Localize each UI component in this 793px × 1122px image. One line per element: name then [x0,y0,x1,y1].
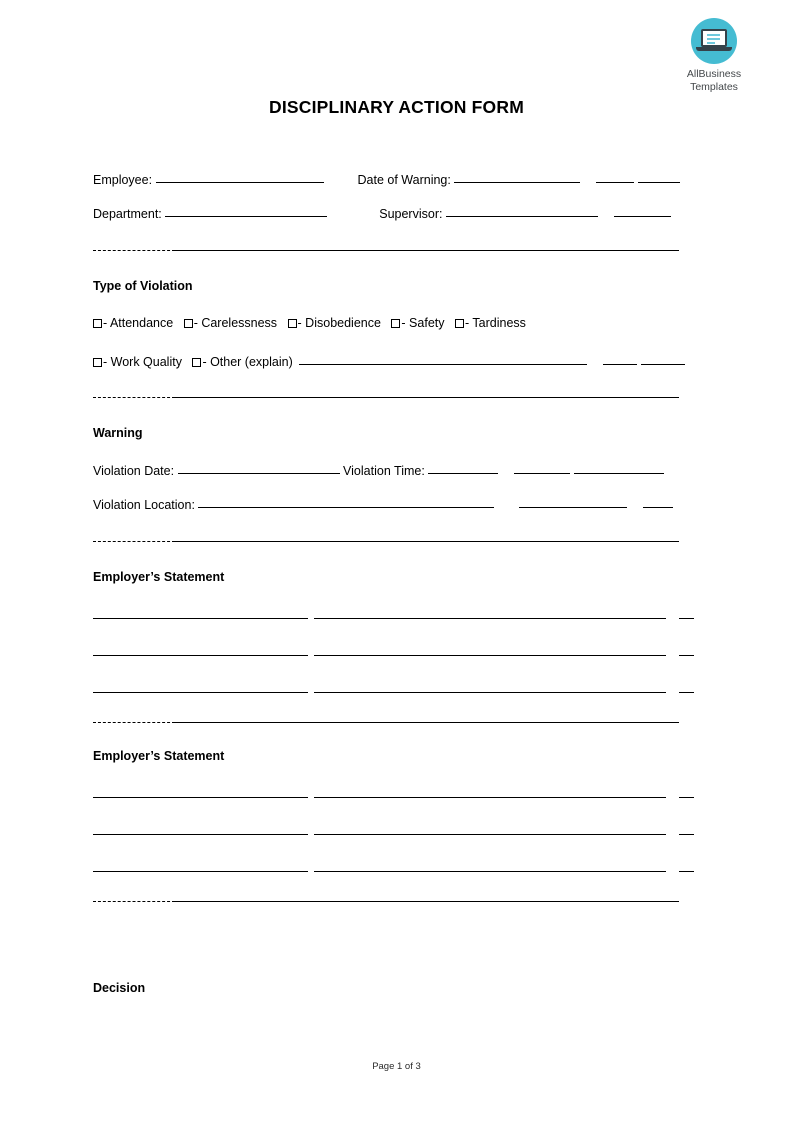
warning-heading: Warning [93,426,143,440]
date-of-warning-extra-line-2[interactable] [638,171,680,183]
statement2-line2-long[interactable] [314,832,666,835]
checkbox-item-tardiness[interactable] [455,315,526,331]
checkbox-icon[interactable] [93,319,102,328]
checkbox-label-safety: - Safety [401,316,445,330]
statement1-line3-short[interactable] [93,690,308,693]
decision-heading: Decision [93,981,146,995]
statement1-line2-short[interactable] [93,653,308,656]
checkbox-item-safety[interactable] [391,315,444,331]
divider-dashed-part [93,722,175,723]
statement2-line2-stub[interactable] [679,832,694,835]
employee-label: Employee: [93,173,153,187]
checkbox-label-disobedience: - Disobedience [297,316,381,330]
divider-solid-part [173,722,679,723]
section-divider-2 [93,397,679,400]
statement1-line2-stub[interactable] [679,653,694,656]
checkbox-label-tardiness: - Tardiness [464,316,526,330]
employers-statement-heading-1: Employer’s Statement [93,570,225,584]
other-extra-line-1[interactable] [603,353,637,365]
employee-row [93,171,680,188]
statement2-line1-short[interactable] [93,795,308,798]
section-divider-4 [93,722,679,725]
statement1-line1-stub[interactable] [679,616,694,619]
date-of-warning-field-line[interactable] [454,171,580,183]
department-label: Department: [93,207,162,221]
laptop-screen-line-2 [707,38,720,40]
department-row [93,205,671,222]
laptop-icon [691,18,737,64]
checkbox-item-work-quality[interactable] [93,354,182,370]
checkbox-item-carelessness[interactable] [184,315,277,331]
logo-text-line-2: Templates [690,80,738,93]
checkbox-label-other: - Other (explain) [202,355,293,369]
laptop-screen-line-1 [707,34,720,36]
laptop-screen-line-3 [707,42,715,44]
type-of-violation-heading: Type of Violation [93,279,193,293]
supervisor-extra-line[interactable] [614,205,671,217]
checkbox-item-attendance[interactable] [93,315,173,331]
supervisor-field-line[interactable] [446,205,598,217]
statement2-line3-long[interactable] [314,869,666,872]
statement2-line2-short[interactable] [93,832,308,835]
violation-date-label: Violation Date: [93,464,175,478]
statement1-line2-long[interactable] [314,653,666,656]
violation-location-extra-line-2[interactable] [643,496,673,508]
department-field-line[interactable] [165,205,327,217]
page-footer: Page 1 of 3 [372,1061,421,1072]
checkbox-item-disobedience[interactable] [288,315,381,331]
employee-field-line[interactable] [156,171,324,183]
statement2-line3-short[interactable] [93,869,308,872]
employers-statement-heading-2: Employer’s Statement [93,749,225,763]
violation-location-field-line[interactable] [198,496,494,508]
supervisor-label: Supervisor: [379,207,443,221]
checkbox-icon[interactable] [184,319,193,328]
violation-date-time-row [93,462,664,479]
section-divider-1 [93,250,679,253]
checkbox-label-attendance: - Attendance [103,316,174,330]
laptop-base-shape [696,47,732,51]
date-of-warning-label: Date of Warning: [357,173,451,187]
divider-dashed-part [93,541,175,542]
laptop-screen-shape [701,29,727,47]
violation-location-extra-line-1[interactable] [519,496,627,508]
divider-dashed-part [93,250,175,251]
statement1-line1-long[interactable] [314,616,666,619]
violation-time-extra-line-1[interactable] [514,462,570,474]
statement1-line3-stub[interactable] [679,690,694,693]
checkbox-icon[interactable] [455,319,464,328]
page-title: DISCIPLINARY ACTION FORM [269,97,524,117]
statement2-line1-stub[interactable] [679,795,694,798]
statement2-line3-stub[interactable] [679,869,694,872]
date-of-warning-extra-line-1[interactable] [596,171,634,183]
violation-options-row-1 [93,315,533,331]
allbusiness-templates-logo [668,18,760,93]
logo-text-line-1: AllBusiness [686,68,742,80]
checkbox-label-work-quality: - Work Quality [103,355,182,369]
section-divider-3 [93,541,679,544]
statement1-line1-short[interactable] [93,616,308,619]
statement1-line3-long[interactable] [314,690,666,693]
violation-location-label: Violation Location: [93,498,195,512]
checkbox-icon[interactable] [391,319,400,328]
violation-location-row [93,496,673,513]
violation-date-field-line[interactable] [178,462,340,474]
checkbox-label-carelessness: - Carelessness [193,316,278,330]
checkbox-icon[interactable] [93,358,102,367]
divider-solid-part [173,250,679,251]
violation-options-row-2 [93,353,685,370]
other-explain-field-line[interactable] [299,353,587,365]
checkbox-icon[interactable] [288,319,297,328]
other-extra-line-2[interactable] [641,353,685,365]
violation-time-extra-line-2[interactable] [574,462,664,474]
divider-dashed-part [93,901,175,902]
divider-solid-part [173,397,679,398]
violation-time-label: Violation Time: [343,464,425,478]
checkbox-icon[interactable] [192,358,201,367]
divider-dashed-part [93,397,175,398]
statement2-line1-long[interactable] [314,795,666,798]
divider-solid-part [173,541,679,542]
logo-text [668,68,760,93]
checkbox-item-other[interactable] [192,354,292,370]
divider-solid-part [173,901,679,902]
violation-time-field-line[interactable] [428,462,498,474]
section-divider-5 [93,901,679,904]
